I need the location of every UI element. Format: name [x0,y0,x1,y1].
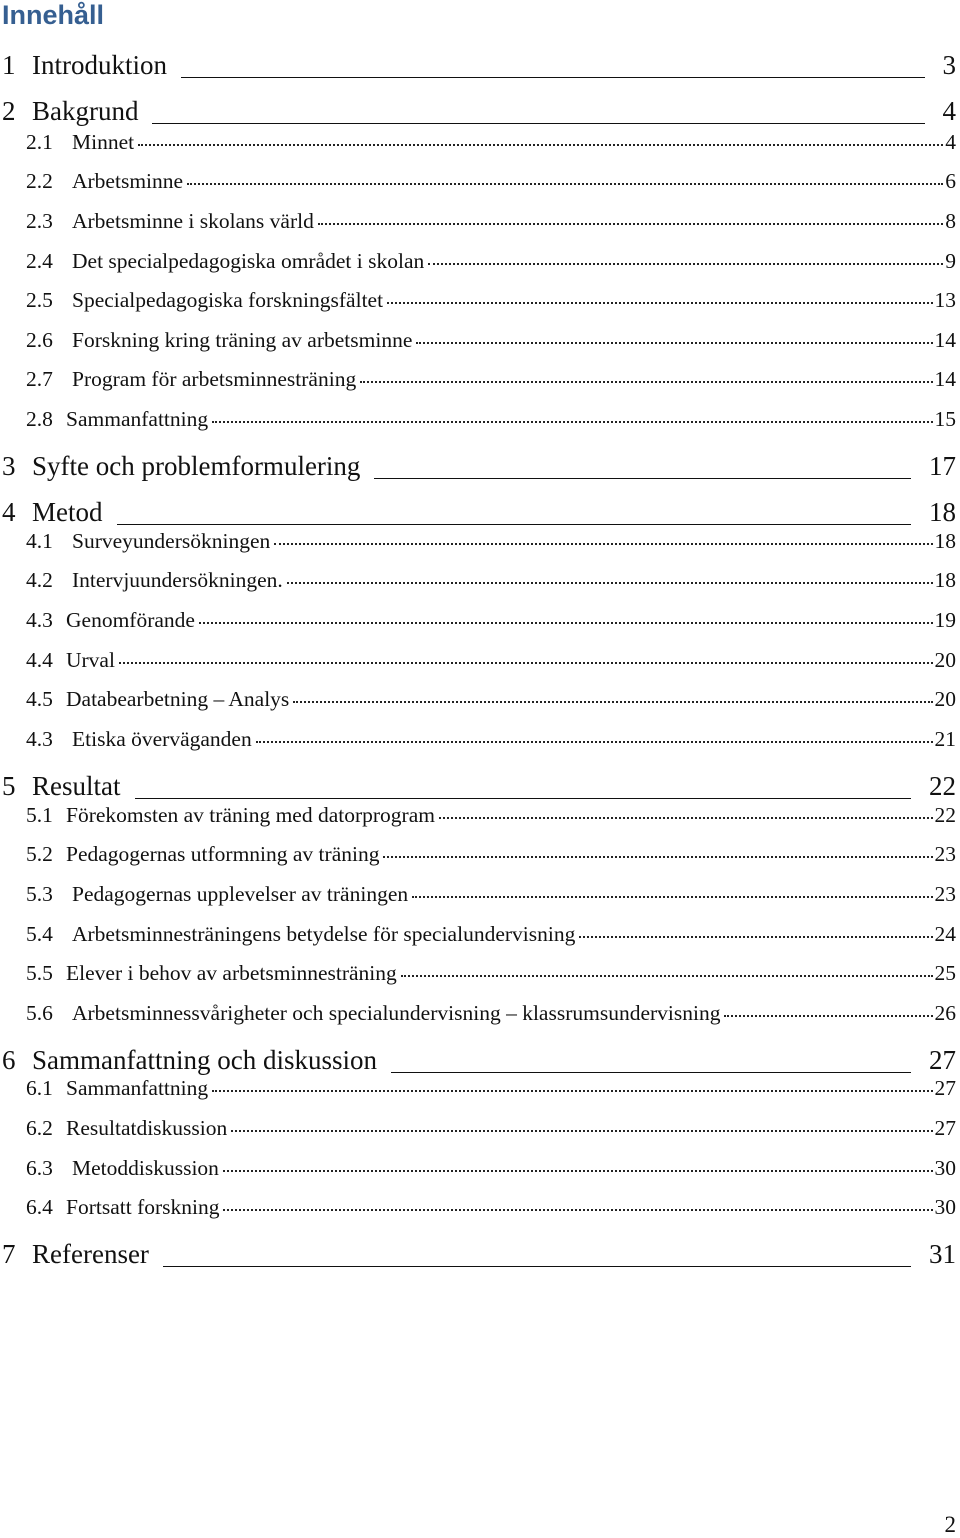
toc-leader-dots [187,183,943,185]
toc-entry-title: Pedagogernas upplevelser av träningen [72,882,409,906]
toc-entry-number: 6.4 [26,1195,53,1219]
toc-leader-dots [401,975,933,977]
toc-leader-line [374,478,911,479]
toc-leader-dots [287,582,933,584]
toc-entry-title: Specialpedagogiska forskningsfältet [72,288,384,312]
toc-entry-title: Intervjuundersökningen. [72,568,283,592]
toc-entry-page: 26 [934,1001,956,1025]
toc-section-entry[interactable] [26,648,956,676]
toc-entry-title: Surveyundersökningen [72,529,271,553]
toc-entry-title: Metod [32,497,103,527]
toc-section-entry[interactable] [26,288,956,316]
toc-section-entry[interactable] [26,882,956,910]
toc-chapter-entry[interactable] [2,1045,956,1079]
toc-leader-dots [387,302,932,304]
toc-entry-page: 30 [934,1156,956,1180]
toc-section-entry[interactable] [26,608,956,636]
toc-heading: Innehåll [2,0,105,30]
toc-leader-dots [579,936,932,938]
toc-entry-page: 14 [934,328,956,352]
toc-entry-title: Etiska överväganden [72,727,252,751]
toc-section-entry[interactable] [26,249,956,277]
toc-section-entry[interactable] [26,209,956,237]
toc-entry-title: Syfte och problemformulering [32,451,361,481]
toc-entry-title: Elever i behov av arbetsminnesträning [66,961,397,985]
toc-chapter-entry[interactable] [2,1239,956,1273]
toc-section-entry[interactable] [26,367,956,395]
toc-section-entry[interactable] [26,727,956,755]
toc-entry-title: Sammanfattning [66,407,209,431]
toc-entry-number: 4.4 [26,648,53,672]
toc-leader-dots [318,223,943,225]
toc-entry-number: 5.2 [26,842,53,866]
toc-entry-number: 5.3 [26,882,53,906]
toc-leader-dots [212,421,932,423]
toc-entry-title: Forskning kring träning av arbetsminne [72,328,413,352]
toc-entry-page: 23 [934,842,956,866]
toc-leader-line [391,1072,911,1073]
toc-entry-number: 5.4 [26,922,53,946]
toc-leader-dots [212,1090,932,1092]
toc-entry-number: 5.1 [26,803,53,827]
toc-entry-page: 18 [934,568,956,592]
toc-leader-dots [724,1015,932,1017]
toc-entry-page: 27 [934,1076,956,1100]
toc-section-entry[interactable] [26,961,956,989]
toc-entry-title: Referenser [32,1239,149,1269]
toc-entry-page: 22 [929,771,956,801]
toc-section-entry[interactable] [26,130,956,158]
toc-entry-title: Introduktion [32,50,167,80]
toc-entry-title: Bakgrund [32,96,139,126]
toc-entry-number: 2.1 [26,130,53,154]
toc-entry-title: Sammanfattning och diskussion [32,1045,377,1075]
toc-section-entry[interactable] [26,803,956,831]
toc-entry-page: 13 [934,288,956,312]
toc-leader-dots [439,817,933,819]
toc-entry-number: 4.3 [26,727,53,751]
toc-leader-dots [383,856,932,858]
toc-entry-page: 6 [945,169,956,193]
toc-section-entry[interactable] [26,1001,956,1029]
toc-entry-number: 4.2 [26,568,53,592]
toc-entry-page: 31 [929,1239,956,1269]
toc-entry-number: 2.3 [26,209,53,233]
toc-entry-title: Genomförande [66,608,195,632]
toc-section-entry[interactable] [26,842,956,870]
toc-chapter-entry[interactable] [2,771,956,805]
toc-section-entry[interactable] [26,922,956,950]
toc-leader-line [152,123,924,124]
toc-entry-number: 6.1 [26,1076,53,1100]
toc-entry-number: 4.3 [26,608,53,632]
toc-entry-number: 2.6 [26,328,53,352]
toc-entry-number: 2.8 [26,407,53,431]
toc-entry-number: 5.5 [26,961,53,985]
toc-leader-dots [223,1209,932,1211]
page-number: 2 [944,1512,956,1537]
toc-section-entry[interactable] [26,1195,956,1223]
toc-entry-title: Databearbetning – Analys [66,687,290,711]
toc-entry-page: 18 [934,529,956,553]
toc-entry-page: 3 [942,50,956,80]
toc-leader-dots [293,701,932,703]
toc-entry-title: Sammanfattning [66,1076,209,1100]
toc-entry-number: 6.2 [26,1116,53,1140]
toc-section-entry[interactable] [26,568,956,596]
toc-entry-number: 4.1 [26,529,53,553]
toc-section-entry[interactable] [26,529,956,557]
toc-entry-page: 20 [934,687,956,711]
toc-entry-page: 15 [934,407,956,431]
toc-entry-page: 4 [942,96,956,126]
toc-entry-title: Minnet [72,130,135,154]
toc-section-entry[interactable] [26,1116,956,1144]
toc-entry-number: 6 [2,1045,16,1075]
toc-entry-page: 20 [934,648,956,672]
toc-entry-number: 7 [2,1239,16,1269]
toc-entry-number: 2.2 [26,169,53,193]
toc-entry-page: 4 [945,130,956,154]
toc-section-entry[interactable] [26,1076,956,1104]
toc-leader-dots [119,662,933,664]
toc-leader-line [135,798,912,799]
toc-entry-title: Resultatdiskussion [66,1116,228,1140]
toc-section-entry[interactable] [26,407,956,435]
toc-chapter-entry[interactable] [2,497,956,531]
toc-leader-dots [231,1130,932,1132]
toc-entry-page: 17 [929,451,956,481]
toc-entry-number: 6.3 [26,1156,53,1180]
toc-leader-line [117,524,912,525]
toc-entry-number: 2.4 [26,249,53,273]
toc-leader-dots [274,543,932,545]
toc-entry-number: 4.5 [26,687,53,711]
toc-entry-page: 30 [934,1195,956,1219]
toc-entry-page: 18 [929,497,956,527]
toc-chapter-entry[interactable] [2,96,956,130]
toc-entry-title: Det specialpedagogiska området i skolan [72,249,425,273]
toc-leader-dots [138,144,943,146]
toc-entry-title: Urval [66,648,115,672]
toc-entry-page: 22 [934,803,956,827]
toc-chapter-entry[interactable] [2,451,956,485]
toc-entry-page: 23 [934,882,956,906]
toc-entry-page: 9 [945,249,956,273]
toc-entry-number: 2.7 [26,367,53,391]
toc-entry-number: 4 [2,497,16,527]
toc-entry-page: 19 [934,608,956,632]
toc-section-entry[interactable] [26,328,956,356]
toc-entry-title: Program för arbetsminnesträning [72,367,357,391]
toc-leader-dots [360,381,932,383]
toc-section-entry[interactable] [26,169,956,197]
toc-entry-title: Fortsatt forskning [66,1195,220,1219]
toc-entry-page: 14 [934,367,956,391]
toc-entry-number: 1 [2,50,16,80]
toc-leader-dots [256,741,933,743]
toc-leader-dots [223,1170,933,1172]
toc-entry-title: Arbetsminne [72,169,184,193]
toc-entry-page: 27 [929,1045,956,1075]
toc-leader-dots [416,342,932,344]
toc-leader-dots [412,896,932,898]
toc-chapter-entry[interactable] [2,50,956,84]
toc-leader-dots [428,263,943,265]
toc-entry-title: Arbetsminnessvårigheter och specialundervisning – klassrumsundervisning [72,1001,721,1025]
toc-entry-number: 3 [2,451,16,481]
toc-entry-page: 24 [934,922,956,946]
toc-entry-number: 2.5 [26,288,53,312]
toc-entry-number: 2 [2,96,16,126]
toc-entry-number: 5.6 [26,1001,53,1025]
toc-entry-page: 27 [934,1116,956,1140]
toc-entry-title: Arbetsminne i skolans värld [72,209,314,233]
toc-leader-dots [199,622,933,624]
toc-entry-title: Resultat [32,771,121,801]
toc-leader-line [163,1266,911,1267]
toc-entry-title: Pedagogernas utformning av träning [66,842,380,866]
toc-entry-title: Arbetsminnesträningens betydelse för specialundervisning [72,922,576,946]
toc-entry-page: 21 [934,727,956,751]
toc-entry-number: 5 [2,771,16,801]
toc-entry-title: Förekomsten av träning med datorprogram [66,803,435,827]
toc-section-entry[interactable] [26,1156,956,1184]
toc-section-entry[interactable] [26,687,956,715]
toc-entry-page: 25 [934,961,956,985]
toc-entry-title: Metoddiskussion [72,1156,219,1180]
toc-leader-line [181,77,925,78]
toc-entry-page: 8 [945,209,956,233]
